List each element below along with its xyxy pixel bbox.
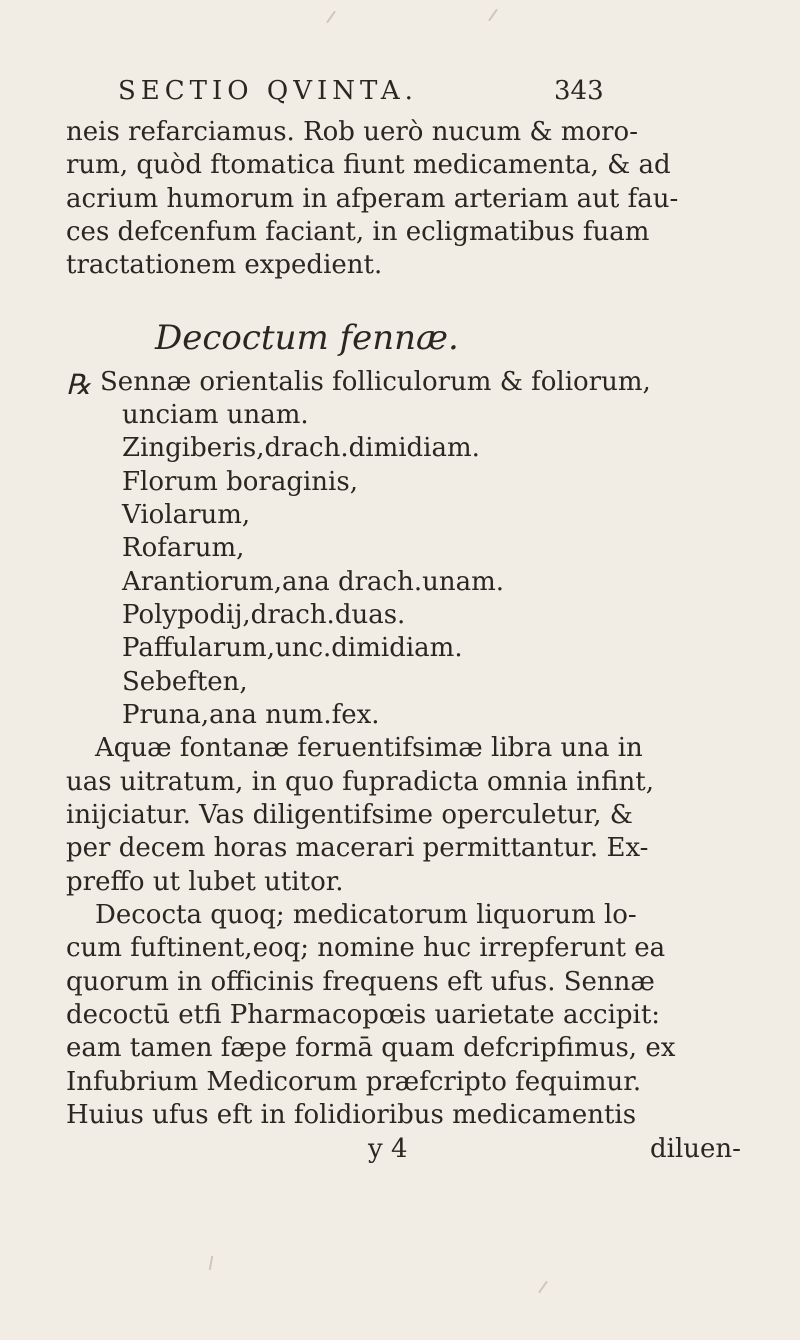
ingredient-line: Sennæ orientalis folliculorum & foliorum,	[100, 367, 651, 397]
text-line: Decocta quoq; medicatorum liquorum lo-	[95, 900, 637, 930]
ingredient-line: Sebeften,	[122, 667, 248, 697]
text-line: cum fuftinent,eoq; nomine huc irrepferunt ea	[66, 933, 666, 963]
recipe-heading: Decoctum fennæ.	[155, 318, 459, 358]
text-line: neis refarciamus. Rob uerò nucum & moro-	[66, 117, 638, 147]
paper-speck	[538, 1281, 548, 1294]
ingredient-line: Arantiorum,ana drach.unam.	[122, 567, 505, 597]
text-line: quorum in officinis frequens eft ufus. Sennæ	[66, 967, 655, 997]
ingredient-line: Pruna,ana num.fex.	[122, 700, 380, 730]
text-line: ces defcenfum faciant, in ecligmatibus fuam	[66, 217, 650, 247]
text-line: inijciatur. Vas diligentifsime operculetur, &	[66, 800, 633, 830]
text-line: acrium humorum in afperam arteriam aut fau-	[66, 184, 679, 214]
paper-speck	[488, 9, 498, 22]
ingredient-line: Paffularum,unc.dimidiam.	[122, 633, 463, 663]
ingredient-line: Zingiberis,drach.dimidiam.	[122, 433, 480, 463]
running-header	[118, 76, 798, 116]
text-line: Huius ufus eft in folidioribus medicamentis	[66, 1100, 637, 1130]
signature-mark: y 4	[368, 1134, 408, 1164]
text-line: per decem horas macerari permittantur. Ex-	[66, 833, 649, 863]
catchword: diluen-	[650, 1134, 741, 1164]
text-line: Aquæ fontanæ feruentifsimæ libra una in	[95, 733, 643, 763]
recipe-symbol-icon: ℞	[66, 368, 92, 401]
ingredient-line: unciam unam.	[122, 400, 309, 430]
text-line: preffo ut lubet utitor.	[66, 867, 344, 897]
page-number: 343	[554, 76, 604, 106]
paper-speck	[209, 1256, 213, 1270]
text-line: decoctū etfi Pharmacopœis uarietate accipit:	[66, 1000, 661, 1030]
text-line: rum, quòd ftomatica fiunt medicamenta, & ad	[66, 150, 671, 180]
text-line: eam tamen fæpe formā quam defcripfimus, ex	[66, 1033, 676, 1063]
ingredient-line: Rofarum,	[122, 533, 245, 563]
running-title: SECTIO QVINTA.	[118, 76, 418, 106]
text-line: tractationem expedient.	[66, 250, 383, 280]
text-line: Infubrium Medicorum præfcripto fequimur.	[66, 1067, 642, 1097]
ingredient-line: Polypodij,drach.duas.	[122, 600, 406, 630]
ingredient-line: Violarum,	[122, 500, 251, 530]
paper-speck	[326, 11, 336, 24]
ingredient-line: Florum boraginis,	[122, 467, 358, 497]
text-line: uas uitratum, in quo fupradicta omnia infint,	[66, 767, 654, 797]
